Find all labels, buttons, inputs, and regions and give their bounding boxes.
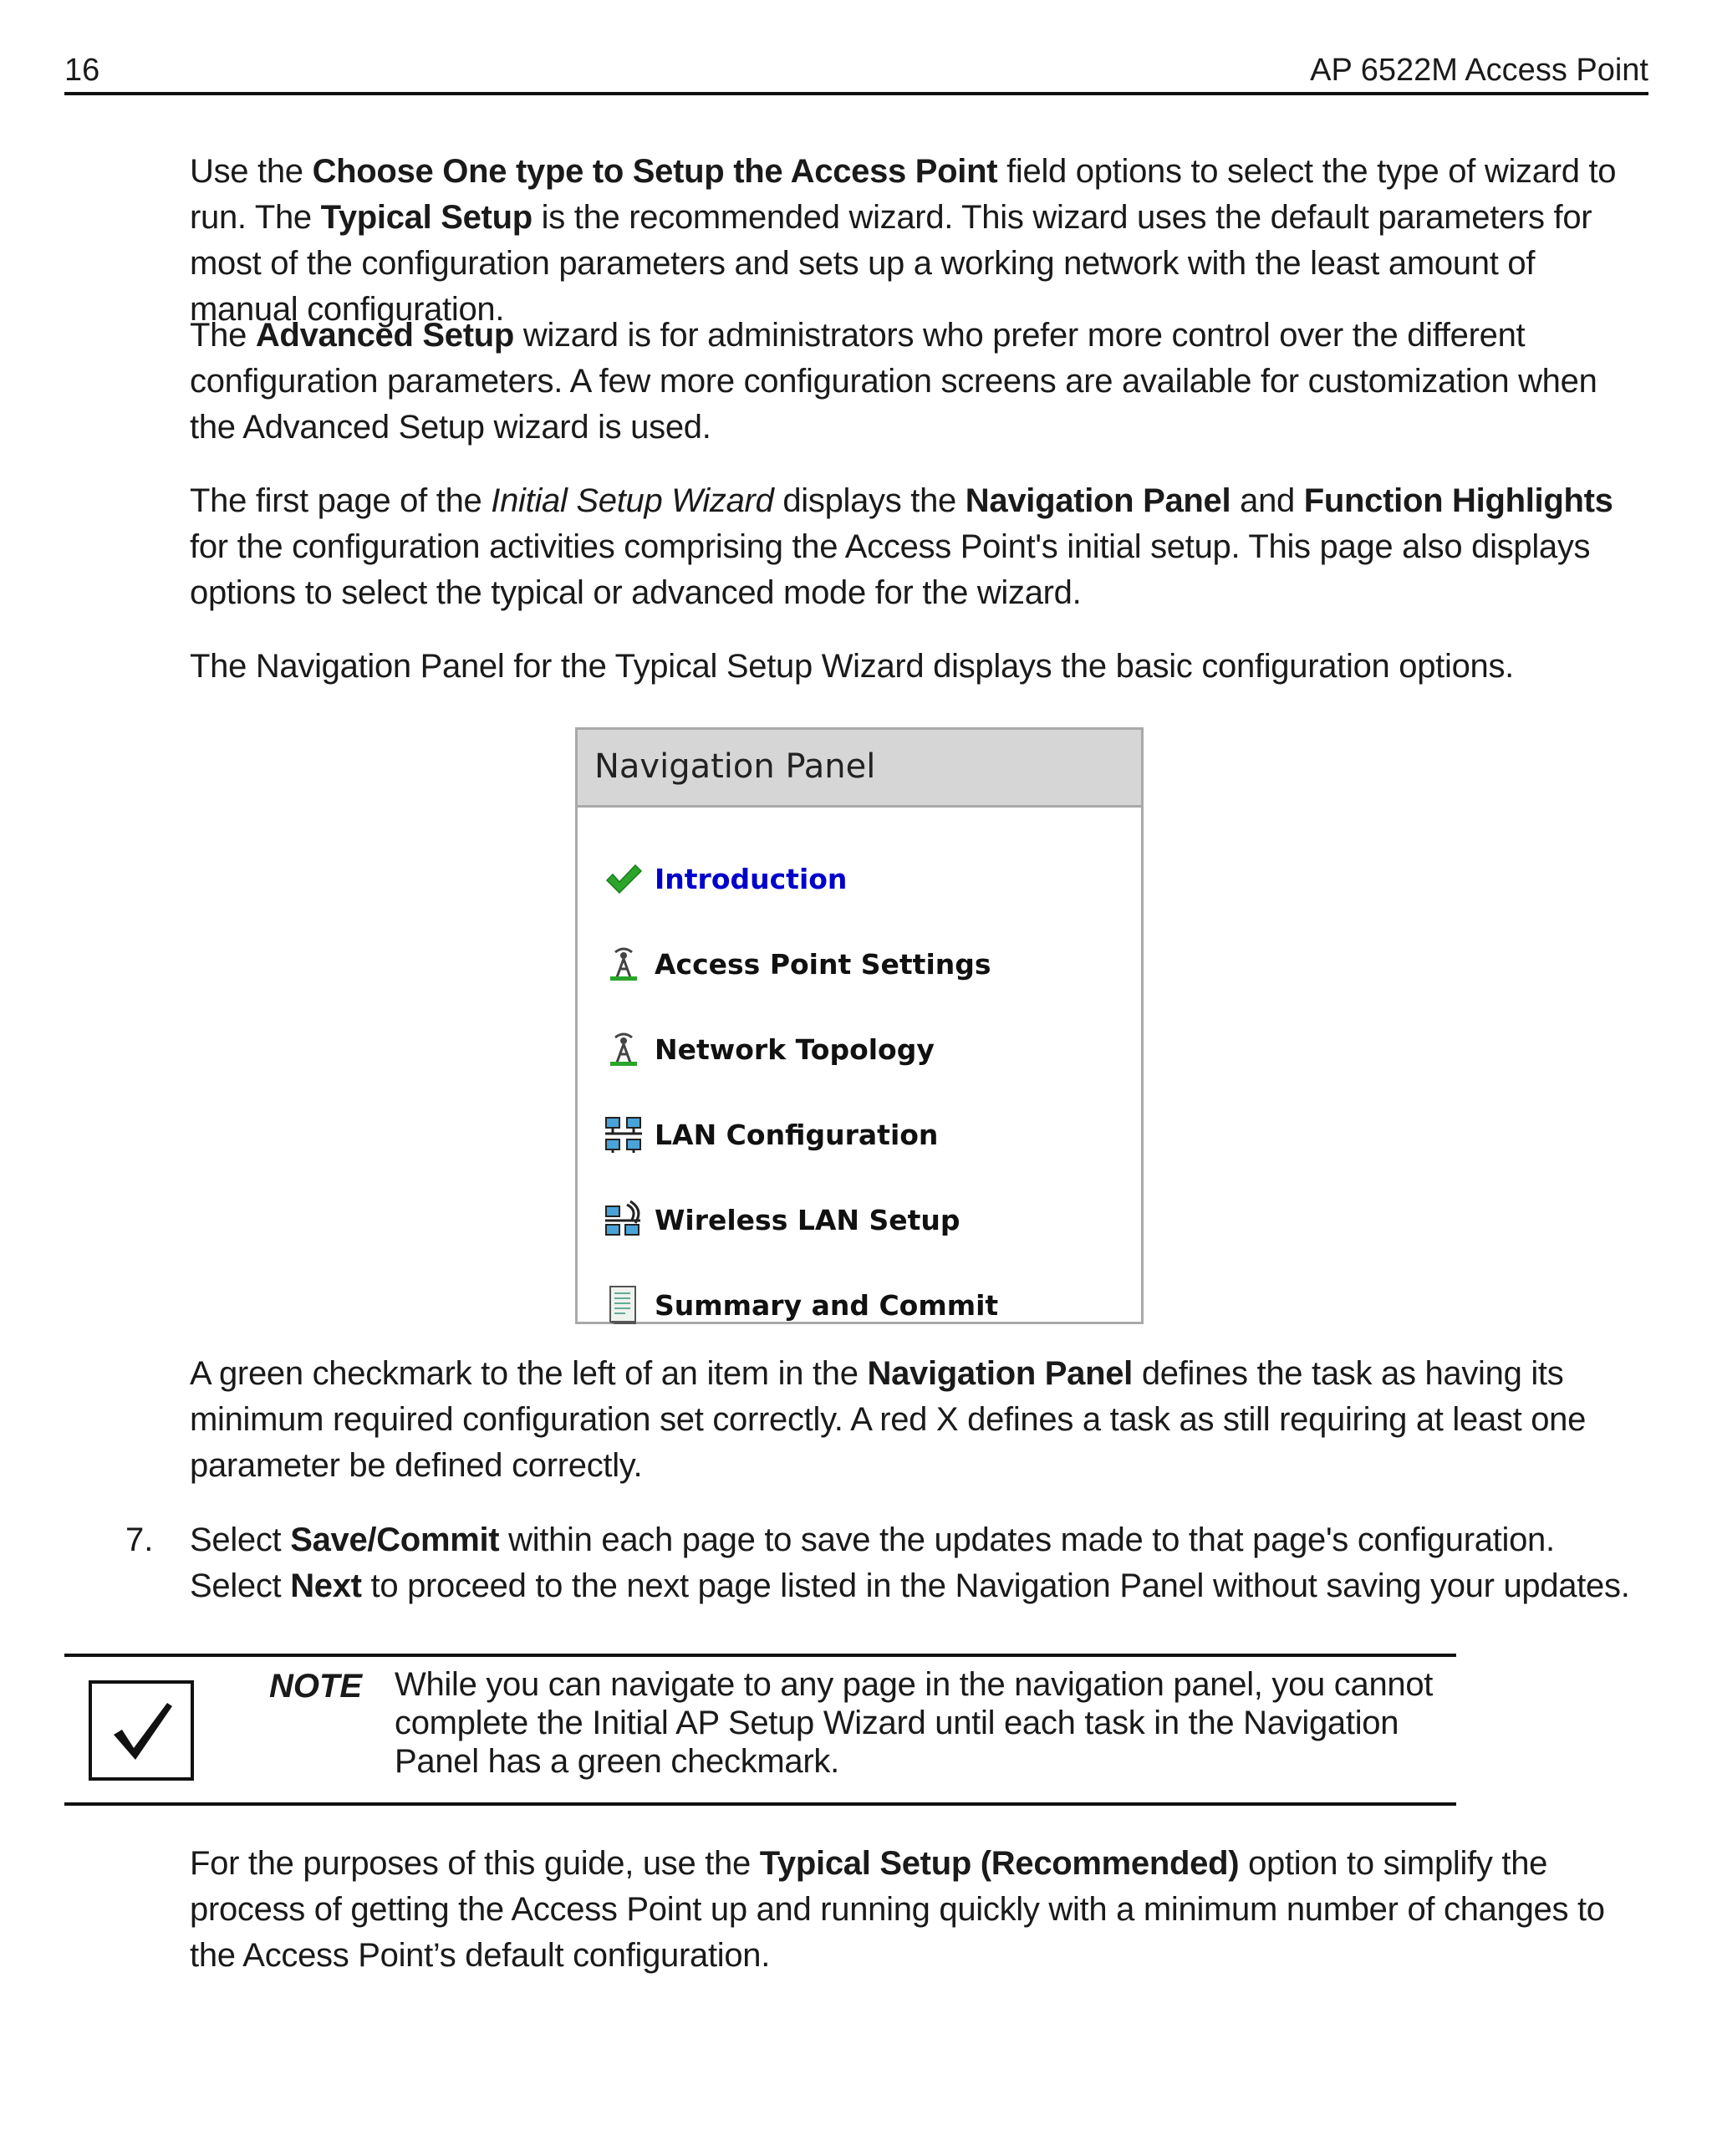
note-label: NOTE	[269, 1668, 363, 1705]
next-term: Next	[290, 1567, 362, 1604]
nav-item-lan-configuration[interactable]: LAN Configuration	[603, 1109, 938, 1160]
access-point-icon	[603, 943, 645, 985]
nav-item-introduction[interactable]: Introduction	[603, 854, 847, 904]
nav-item-access-point-settings[interactable]: Access Point Settings	[603, 939, 991, 989]
note-checkmark-icon	[89, 1680, 194, 1781]
typical-setup-recommended-term: Typical Setup (Recommended)	[759, 1845, 1240, 1882]
nav-item-wireless-lan-setup[interactable]: Wireless LAN Setup	[603, 1195, 960, 1245]
paragraph-advanced-setup: The Advanced Setup wizard is for administrators who prefer more control over the different configuration parameters. A few more configuration screens are available for customization when the Advanced Setup wizard is used.	[190, 317, 1597, 446]
navigation-panel-figure	[575, 727, 1144, 1324]
access-point-icon	[603, 1028, 645, 1070]
function-highlights-term: Function Highlights	[1303, 482, 1613, 519]
navigation-panel-term: Navigation Panel	[965, 482, 1231, 519]
note-top-rule	[64, 1654, 1456, 1657]
page-number: 16	[64, 53, 100, 88]
navigation-panel-term: Navigation Panel	[867, 1355, 1133, 1392]
step-7-text: Select Save/Commit within each page to save the updates made to that page's configuration. Select Next to proceed to the next page listed in the Navigation Panel without saving your updates.	[190, 1521, 1630, 1604]
lan-network-icon	[603, 1114, 645, 1155]
choose-one-type-term: Choose One type to Setup the Access Point	[312, 153, 998, 190]
nav-item-summary-and-commit[interactable]: Summary and Commit	[603, 1280, 998, 1330]
paragraph-green-checkmark: A green checkmark to the left of an item in the Navigation Panel defines the task as having its minimum required configuration set correctly. A red X defines a task as still requiring at least one parameter be defined correctly.	[190, 1355, 1587, 1484]
green-checkmark-icon	[603, 858, 645, 900]
note-bottom-rule	[64, 1802, 1456, 1806]
paragraph-choose-setup-type: Use the Choose One type to Setup the Access Point field options to select the type of wizard to run. The Typical Setup is the recommended wizard. This wizard uses the default parameters for most of the configuration parameters and sets up a working network with the least amount of manual configuration.	[190, 153, 1617, 328]
page-header	[64, 52, 1648, 95]
step-number: 7.	[125, 1521, 154, 1558]
save-commit-term: Save/Commit	[290, 1521, 500, 1558]
typical-setup-term: Typical Setup	[320, 199, 532, 236]
paragraph-initial-setup-wizard: The first page of the Initial Setup Wizard displays the Navigation Panel and Function Highlights for the configuration activities comprising the Access Point's initial setup. This page also displays options to select the typical or advanced mode for the wizard.	[190, 482, 1613, 611]
note-text: While you can navigate to any page in the navigation panel, you cannot complete the Initial AP Setup Wizard until each task in the Navigation Panel has a green checkmark.	[395, 1666, 1434, 1780]
navigation-panel-title: Navigation Panel	[578, 730, 1141, 808]
advanced-setup-term: Advanced Setup	[255, 317, 515, 354]
document-icon	[603, 1284, 645, 1326]
paragraph-navigation-panel-intro: The Navigation Panel for the Typical Setup Wizard displays the basic configuration options.	[190, 648, 1514, 685]
paragraph-typical-setup-recommended: For the purposes of this guide, use the Typical Setup (Recommended) option to simplify the process of getting the Access Point up and running quickly with a minimum number of changes to the Access Point’s default configuration.	[190, 1845, 1605, 1974]
nav-item-network-topology[interactable]: Network Topology	[603, 1024, 935, 1074]
initial-setup-wizard-term: Initial Setup Wizard	[491, 482, 774, 519]
wireless-lan-icon	[603, 1199, 645, 1241]
document-title: AP 6522M Access Point	[1310, 53, 1648, 88]
